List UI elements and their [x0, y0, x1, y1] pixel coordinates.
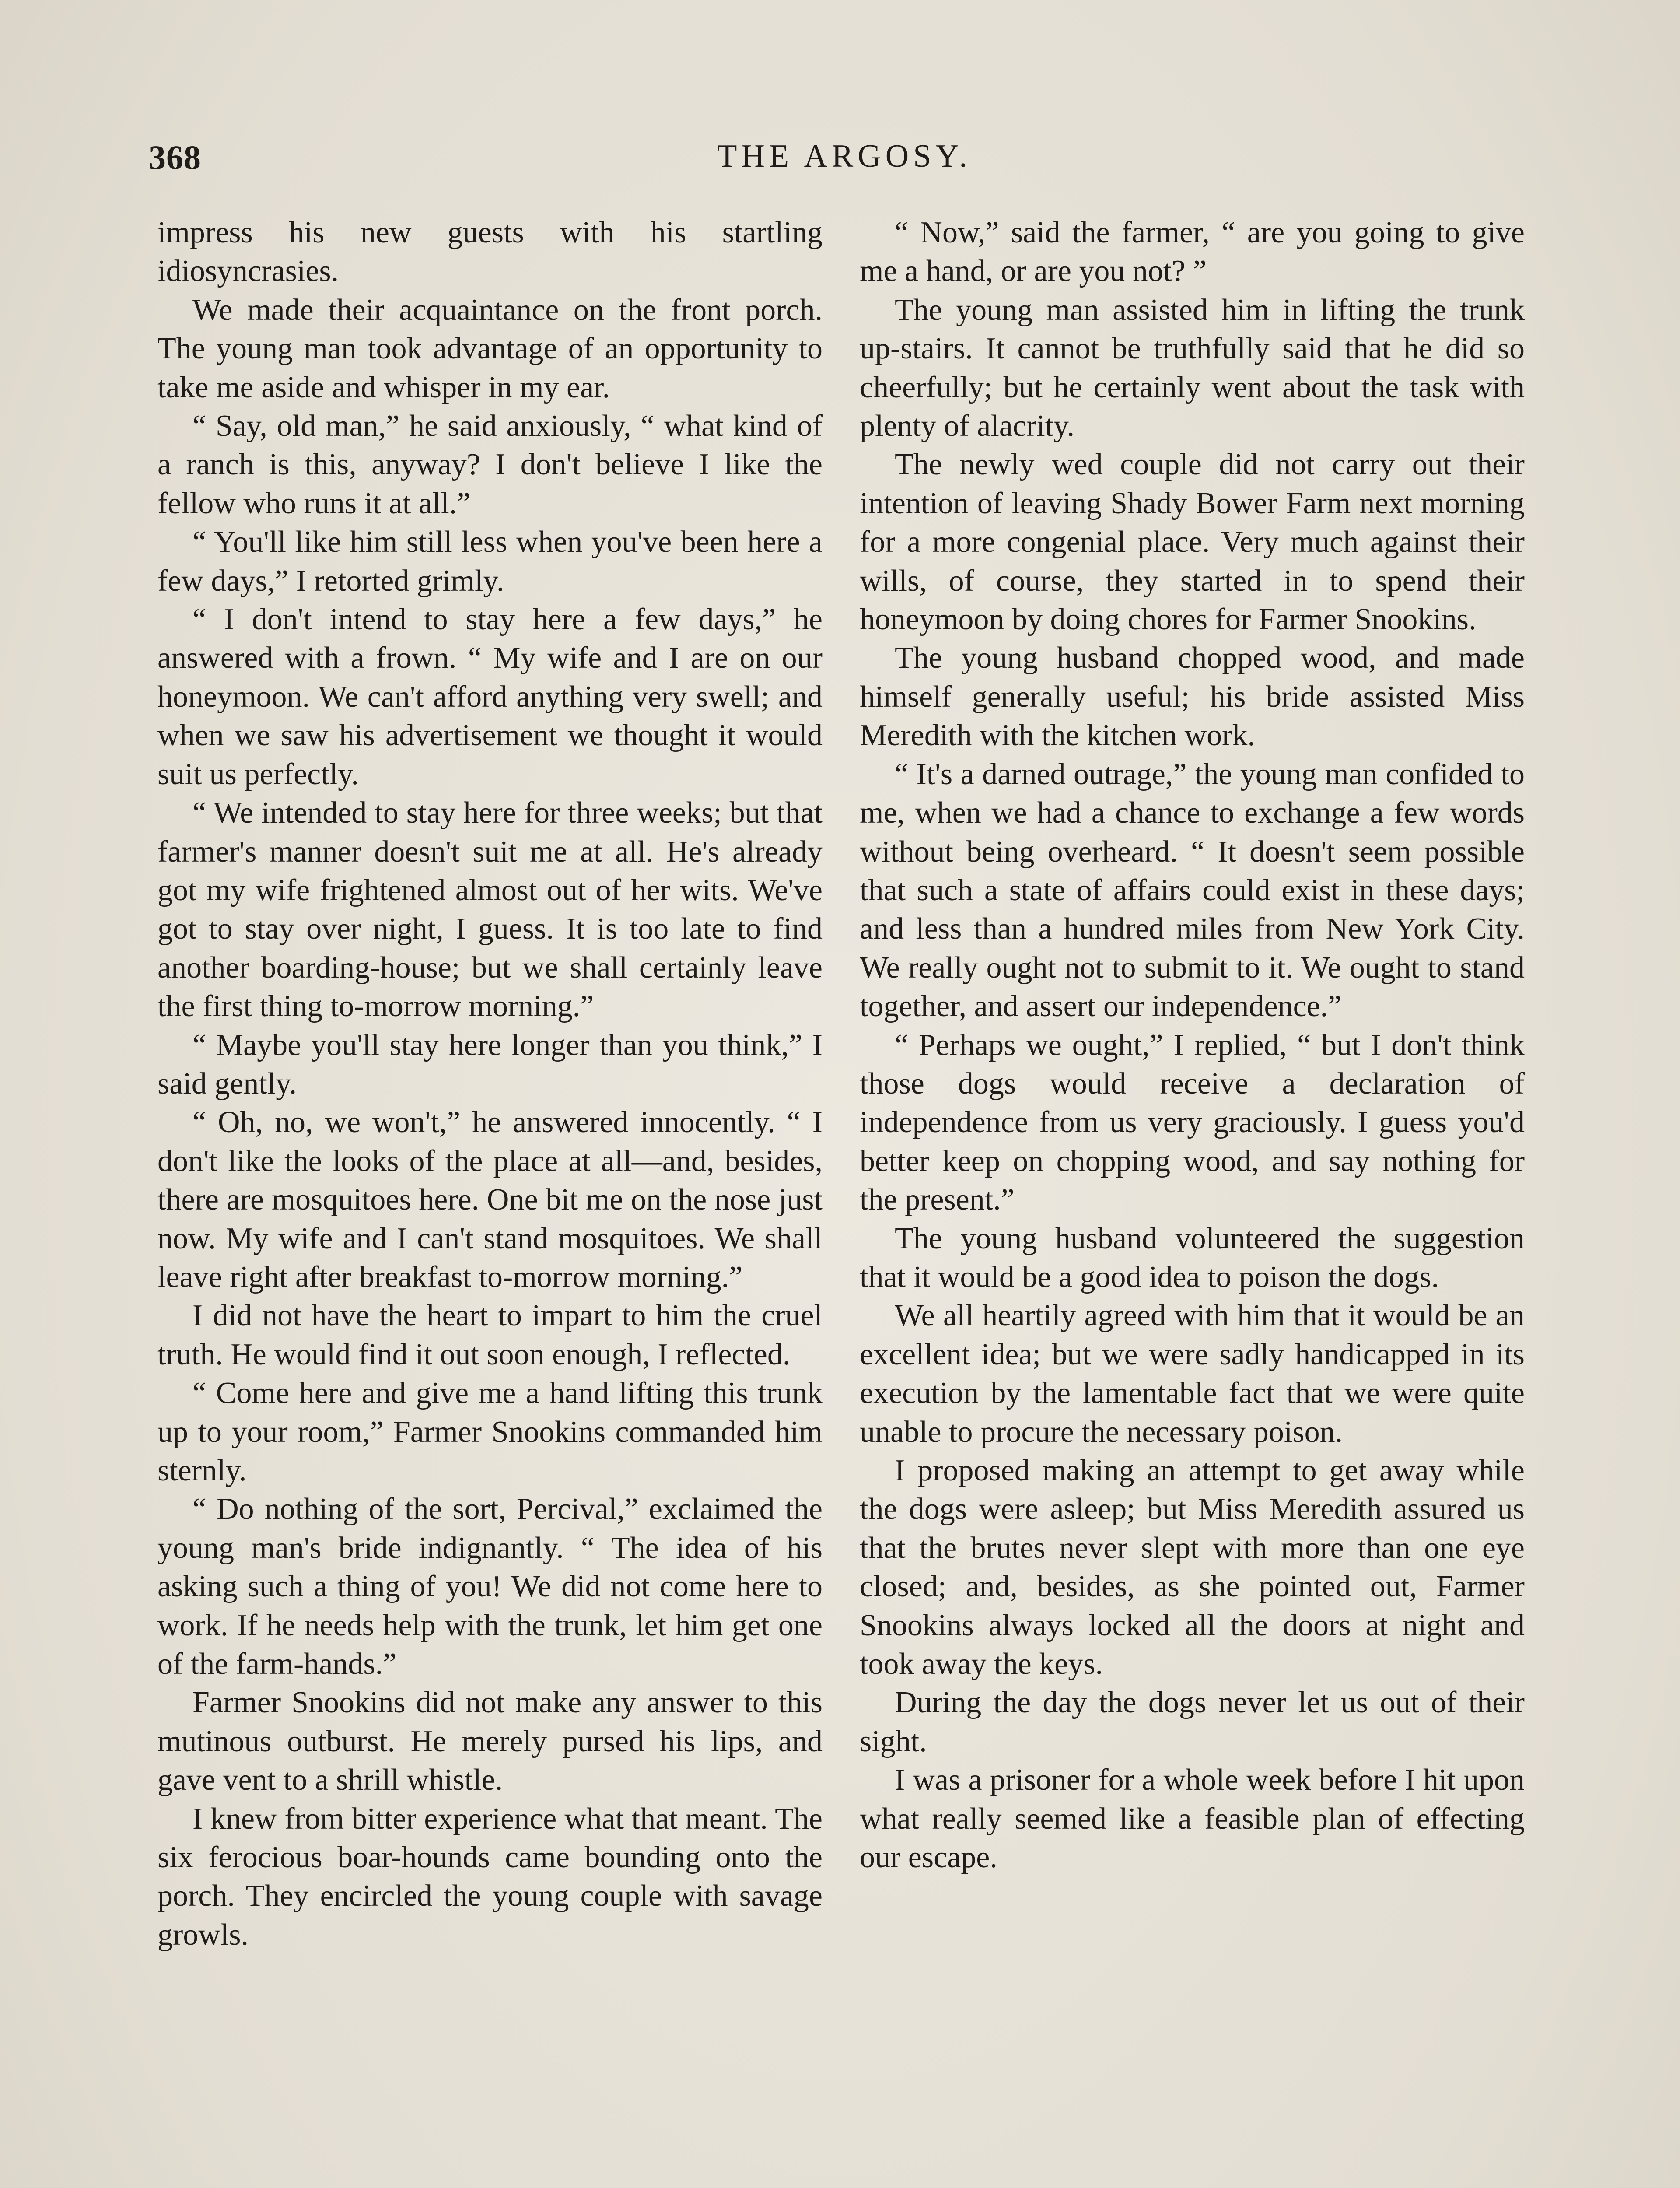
paragraph: The young man assisted him in lifting the trunk up-stairs. It cannot be truthfully said that he did so cheerfully; but he certainly went about the task with plenty of alacrity. — [860, 293, 1525, 443]
paragraph: The newly wed couple did not carry out their intention of leaving Shady Bower Farm next morning for a more congenial place. Very much against their wills, of course, they started in to spend their honeymoon by doing chores for Farmer Snookins. — [860, 448, 1525, 637]
paragraph: “ It's a darned outrage,” the young man confided to me, when we had a chance to exchange a few words without being overheard. “ It doesn't seem possible that such a state of affairs could exist in these days; and less than a hundred miles from New York City. We really ought not to submit to it. We ought to stand together, and assert our independence.” — [860, 757, 1525, 1024]
page-number: 368 — [149, 138, 201, 176]
right-column — [860, 214, 1525, 1877]
paragraph: I did not have the heart to impart to him the cruel truth. He would find it out soon enough, I reflected. — [158, 1299, 822, 1371]
paragraph: “ Say, old man,” he said anxiously, “ what kind of a ranch is this, anyway? I don't believe I like the fellow who runs it at all.” — [158, 409, 822, 520]
paragraph: “ We intended to stay here for three weeks; but that farmer's manner doesn't suit me at all. He's already got my wife frightened almost out of her wits. We've got to stay over night, I guess. It is too late to find another boarding-house; but we shall certainly leave the first thing to-morrow morning.” — [158, 796, 822, 1024]
paragraph: I was a prisoner for a whole week before I hit upon what really seemed like a feasible plan of effecting our escape. — [860, 1763, 1525, 1875]
paragraph: We all heartily agreed with him that it would be an excellent idea; but we were sadly handicapped in its execution by the lamentable fact that we were quite unable to procure the necessary poison. — [860, 1299, 1525, 1449]
paragraph: The young husband chopped wood, and made himself generally useful; his bride assisted Miss Meredith with the kitchen work. — [860, 641, 1525, 753]
paragraph: “ Maybe you'll stay here longer than you think,” I said gently. — [158, 1028, 822, 1101]
paragraph: “ Perhaps we ought,” I replied, “ but I don't think those dogs would receive a declaration of independence from us very graciously. I guess you'd better keep on chopping wood, and say nothing for the present.” — [860, 1028, 1525, 1217]
left-column — [158, 214, 822, 1954]
paragraph: “ I don't intend to stay here a few days,” he answered with a frown. “ My wife and I are on our honeymoon. We can't afford anything very swell; and when we saw his advertisement we thought it would suit us perfectly. — [158, 603, 822, 791]
running-title: THE ARGOSY. — [717, 138, 972, 174]
paragraph: The young husband volunteered the suggestion that it would be a good idea to poison the dogs. — [860, 1221, 1525, 1294]
paragraph: “ Come here and give me a hand lifting this trunk up to your room,” Farmer Snookins commanded him sternly. — [158, 1376, 822, 1487]
page-header — [149, 129, 1540, 182]
paragraph: impress his new guests with his startling idiosyncrasies. — [158, 216, 822, 288]
paragraph: “ Now,” said the farmer, “ are you going to give me a hand, or are you not? ” — [860, 216, 1525, 288]
paragraph: “ Do nothing of the sort, Percival,” exclaimed the young man's bride indignantly. “ The idea of his asking such a thing of you! We did not come here to work. If he needs help with the trunk, let him get one of the farm-hands.” — [158, 1492, 822, 1681]
paragraph: “ You'll like him still less when you've been here a few days,” I retorted grimly. — [158, 525, 822, 598]
paragraph: I proposed making an attempt to get away while the dogs were asleep; but Miss Meredith assured us that the brutes never slept with more than one eye closed; and, besides, as she pointed out, Farmer Snookins always locked all the doors at night and took away the keys. — [860, 1454, 1525, 1681]
paragraph: Farmer Snookins did not make any answer to this mutinous outburst. He merely pursed his lips, and gave vent to a shrill whistle. — [158, 1686, 822, 1797]
paragraph: I knew from bitter experience what that meant. The six ferocious boar-hounds came bounding onto the porch. They encircled the young couple with savage growls. — [158, 1802, 822, 1952]
paragraph: We made their acquaintance on the front porch. The young man took advantage of an opportunity to take me aside and whisper in my ear. — [158, 293, 822, 404]
paragraph: During the day the dogs never let us out of their sight. — [860, 1686, 1525, 1758]
paragraph: “ Oh, no, we won't,” he answered innocently. “ I don't like the looks of the place at all—and, besides, there are mosquitoes here. One bit me on the nose just now. My wife and I can't stand mosquitoes. We shall leave right after breakfast to-morrow morning.” — [158, 1105, 822, 1294]
